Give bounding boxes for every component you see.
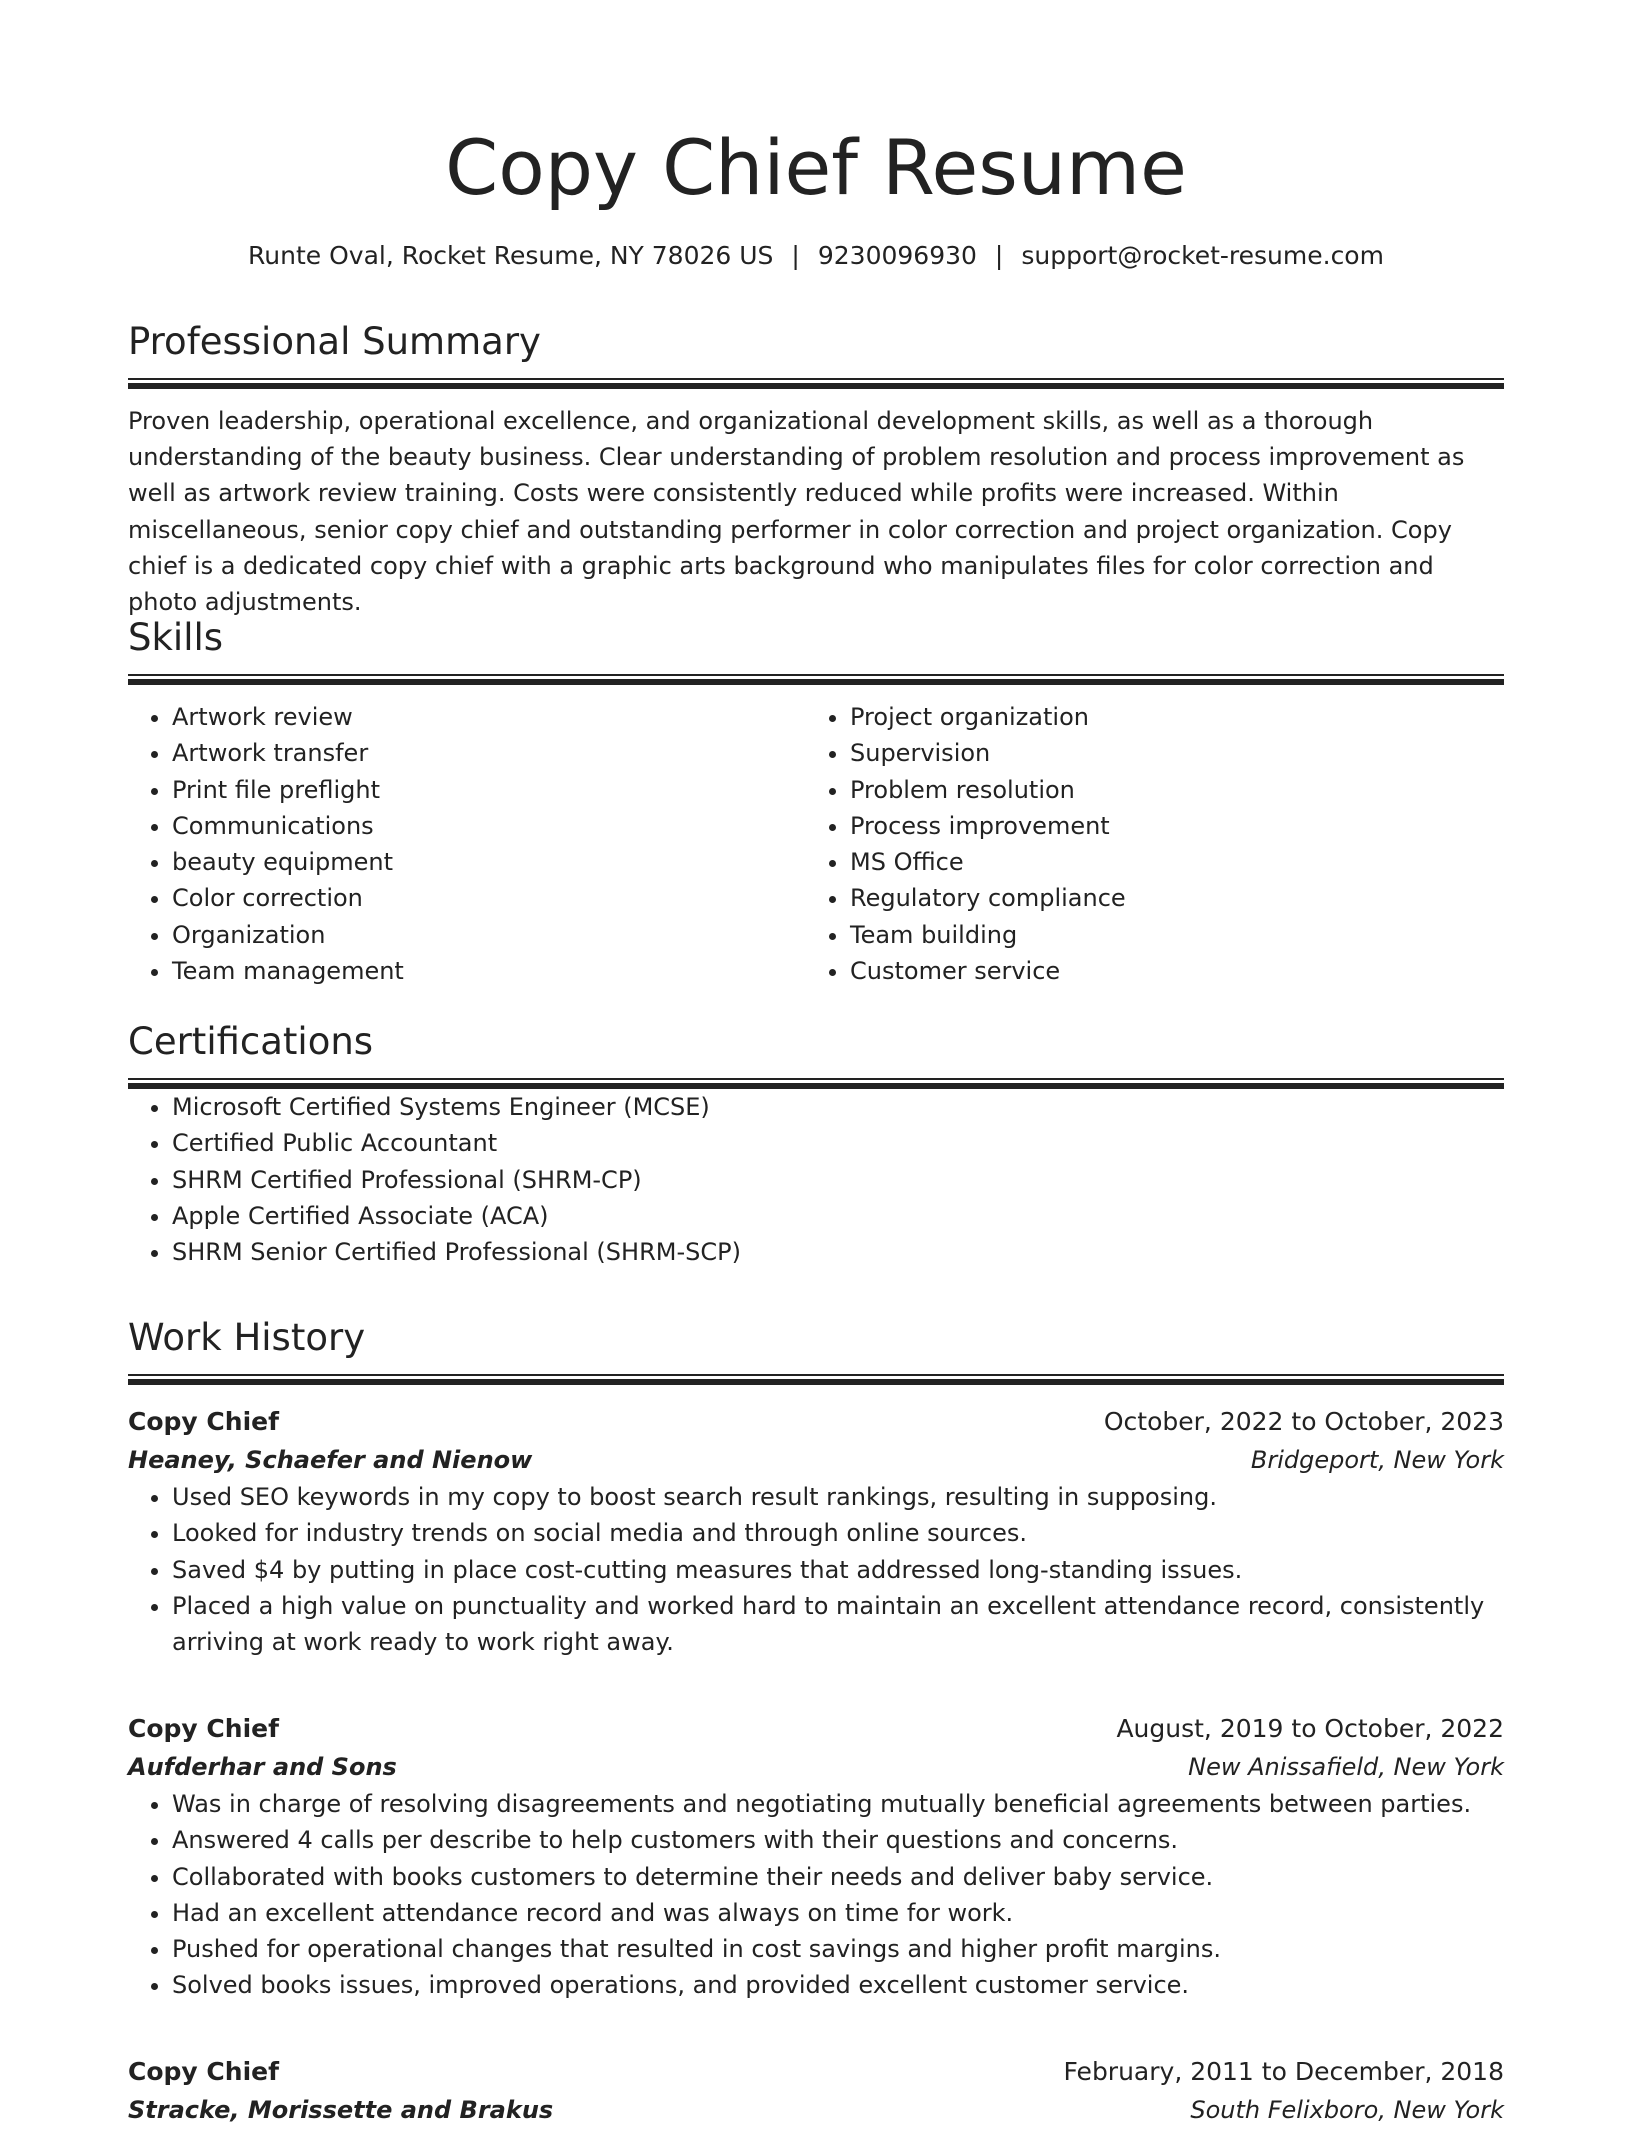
certification-item: • Apple Certified Associate (ACA) (172, 1198, 1504, 1234)
certification-item: • SHRM Senior Certified Professional (SHRM-SCP) (172, 1234, 1504, 1270)
job-header-row (128, 1403, 1504, 1441)
section-divider (128, 1374, 1504, 1385)
job-header-row (128, 1710, 1504, 1748)
job-dates: October, 2022 to October, 2023 (1103, 1407, 1504, 1436)
work-history-section (128, 1314, 1504, 1385)
job-bullet: • Answered 4 calls per describe to help customers with their questions and concerns. (172, 1822, 1504, 1858)
job-entry (128, 1403, 1504, 1660)
skill-item: • Customer service (850, 953, 1484, 989)
job-title: Copy Chief (128, 1714, 279, 1743)
job-bullet: • Pushed for operational changes that resulted in cost savings and higher profit margins. (172, 1931, 1504, 1967)
skills-section (128, 614, 1504, 989)
job-bullet: • Was in charge of resolving disagreements and negotiating mutually beneficial agreements between parties. (172, 1786, 1504, 1822)
job-bullet: • Looked for industry trends on social media and through online sources. (172, 1515, 1504, 1551)
resume-page (128, 0, 1504, 2124)
job-title: Copy Chief (128, 1407, 279, 1436)
job-bullet: • Saved $4 by putting in place cost-cutting measures that addressed long-standing issues. (172, 1552, 1504, 1588)
job-bullet: • Placed a high value on punctuality and worked hard to maintain an excellent attendance record, consistently arriving at work ready to work right away. (172, 1588, 1504, 1661)
section-divider (128, 1078, 1504, 1089)
job-bullet: • Had an excellent attendance record and was always on time for work. (172, 1895, 1504, 1931)
skill-item: • Organization (172, 917, 806, 953)
job-header-row (128, 2053, 1504, 2091)
summary-section (128, 318, 1504, 620)
certification-item: • Microsoft Certified Systems Engineer (MCSE) (172, 1089, 1504, 1125)
job-bullet: • Collaborated with books customers to determine their needs and deliver baby service. (172, 1859, 1504, 1895)
job-dates: August, 2019 to October, 2022 (1116, 1714, 1504, 1743)
certifications-section (128, 1018, 1504, 1270)
skill-item: • Team management (172, 953, 806, 989)
skill-item: • Process improvement (850, 808, 1484, 844)
job-company-row (128, 1441, 1504, 1479)
job-bullet: • Solved books issues, improved operations, and provided excellent customer service. (172, 1967, 1504, 2003)
job-dates: February, 2011 to December, 2018 (1063, 2057, 1504, 2086)
section-divider (128, 674, 1504, 685)
job-company: Heaney, Schaefer and Nienow (128, 1446, 533, 1474)
contact-phone: 9230096930 (817, 241, 977, 270)
job-entry (128, 2053, 1504, 2129)
job-location: Bridgeport, New York (1250, 1446, 1504, 1474)
job-company-row (128, 2091, 1504, 2129)
certification-item: • Certified Public Accountant (172, 1125, 1504, 1161)
skills-heading: Skills (128, 616, 224, 659)
skill-item: • Problem resolution (850, 772, 1484, 808)
job-bullet-list (128, 1479, 1504, 1660)
contact-email: support@rocket-resume.com (1021, 241, 1384, 270)
skill-item: • Artwork review (172, 699, 806, 735)
skill-item: • Artwork transfer (172, 735, 806, 771)
skill-item: • Project organization (850, 699, 1484, 735)
job-company-row (128, 1748, 1504, 1786)
summary-heading: Professional Summary (128, 320, 541, 363)
skills-list-right (806, 699, 1484, 989)
skill-item: • Team building (850, 917, 1484, 953)
certifications-heading: Certifications (128, 1020, 374, 1063)
skills-columns (128, 699, 1504, 989)
job-entry (128, 1710, 1504, 2004)
contact-address: Runte Oval, Rocket Resume, NY 78026 US (248, 241, 774, 270)
job-location: South Felixboro, New York (1190, 2096, 1504, 2124)
job-company: Stracke, Morissette and Brakus (128, 2096, 554, 2124)
section-divider (128, 378, 1504, 389)
certifications-list (128, 1089, 1504, 1270)
summary-text: Proven leadership, operational excellence, and organizational development skills, as well as a thorough understanding of the beauty business. Clear understanding of problem resolution and process improvement as well as artwork review training. Costs were consistently reduced while profits were increased. Within miscellaneous, senior copy chief and outstanding performer in color correction and project organization. Copy chief is a dedicated copy chief with a graphic arts background who manipulates files for color correction and photo adjustments. (128, 407, 1465, 617)
skills-list-left (128, 699, 806, 989)
contact-separator: | (994, 241, 1004, 270)
job-bullet: • Used SEO keywords in my copy to boost search result rankings, resulting in supposing. (172, 1479, 1504, 1515)
contact-line (128, 238, 1504, 274)
job-title: Copy Chief (128, 2057, 279, 2086)
skills-column-left (128, 699, 806, 989)
job-bullet-list (128, 1786, 1504, 2004)
resume-title: Copy Chief Resume (445, 123, 1187, 212)
job-company: Aufderhar and Sons (128, 1753, 397, 1781)
skill-item: • Print file preflight (172, 772, 806, 808)
skill-item: • Supervision (850, 735, 1484, 771)
skill-item: • MS Office (850, 844, 1484, 880)
skill-item: • beauty equipment (172, 844, 806, 880)
work-history-heading: Work History (128, 1316, 366, 1359)
skill-item: • Communications (172, 808, 806, 844)
certification-item: • SHRM Certified Professional (SHRM-CP) (172, 1162, 1504, 1198)
skill-item: • Color correction (172, 880, 806, 916)
job-location: New Anissafield, New York (1188, 1753, 1504, 1781)
skill-item: • Regulatory compliance (850, 880, 1484, 916)
skills-column-right (806, 699, 1484, 989)
contact-separator: | (791, 241, 800, 270)
